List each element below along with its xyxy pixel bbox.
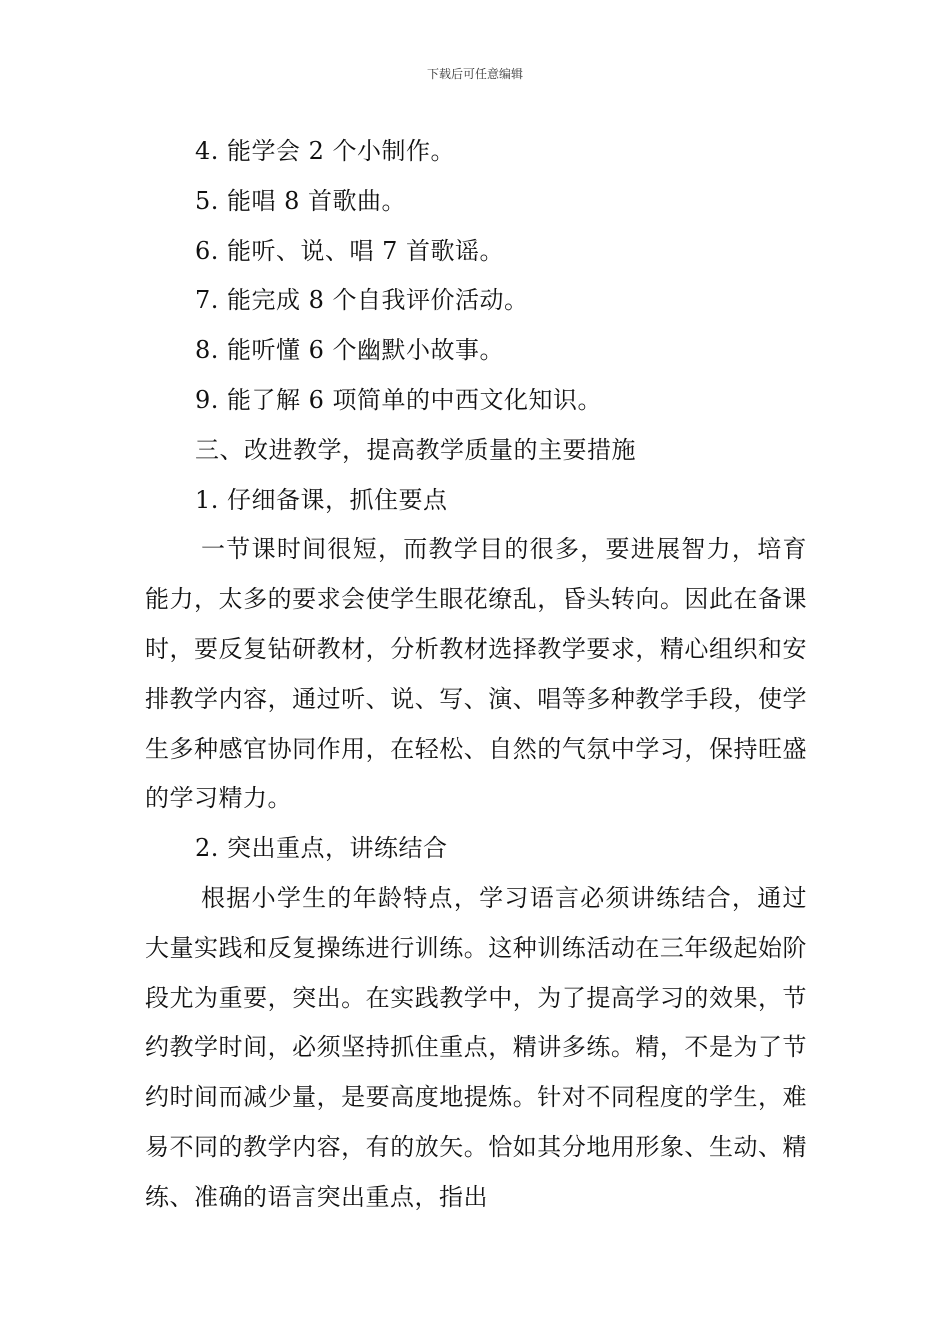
body-paragraph: 根据小学生的年龄特点，学习语言必须讲练结合，通过大量实践和反复操练进行训练。这种训练活动在三年级起始阶段尤为重要，突出。在实践教学中，为了提高学习的效果，节约教学时间，必须坚持抓住重点，精讲多练。精，不是为了节约时间而减少量，是要高度地提炼。针对不同程度的学生，难易不同的教学内容，有的放矢。恰如其分地用形象、生动、精练、准确的语言突出重点，指出 <box>145 883 807 1211</box>
sub-heading: 2. 突出重点，讲练结合 <box>195 834 448 863</box>
list-item: 6. 能听、说、唱 7 首歌谣。 <box>195 236 505 265</box>
list-item: 5. 能唱 8 首歌曲。 <box>195 186 407 215</box>
sub-heading: 1. 仔细备课，抓住要点 <box>195 485 448 514</box>
list-item: 7. 能完成 8 个自我评价活动。 <box>195 286 529 315</box>
document-body <box>145 127 807 1223</box>
list-item: 9. 能了解 6 项简单的中西文化知识。 <box>195 385 603 414</box>
body-paragraph: 一节课时间很短，而教学目的很多，要进展智力，培育能力，太多的要求会使学生眼花缭乱，昏头转向。因此在备课时，要反复钻研教材，分析教材选择教学要求，精心组织和安排教学内容，通过听、说、写、演、唱等多种教学手段，使学生多种感官协同作用，在轻松、自然的气氛中学习，保持旺盛的学习精力。 <box>145 535 807 813</box>
page-header: 下载后可任意编辑 <box>426 67 523 81</box>
list-item: 8. 能听懂 6 个幽默小故事。 <box>195 336 505 365</box>
section-heading: 三、改进教学，提高教学质量的主要措施 <box>195 435 636 464</box>
list-item: 4. 能学会 2 个小制作。 <box>195 137 456 165</box>
